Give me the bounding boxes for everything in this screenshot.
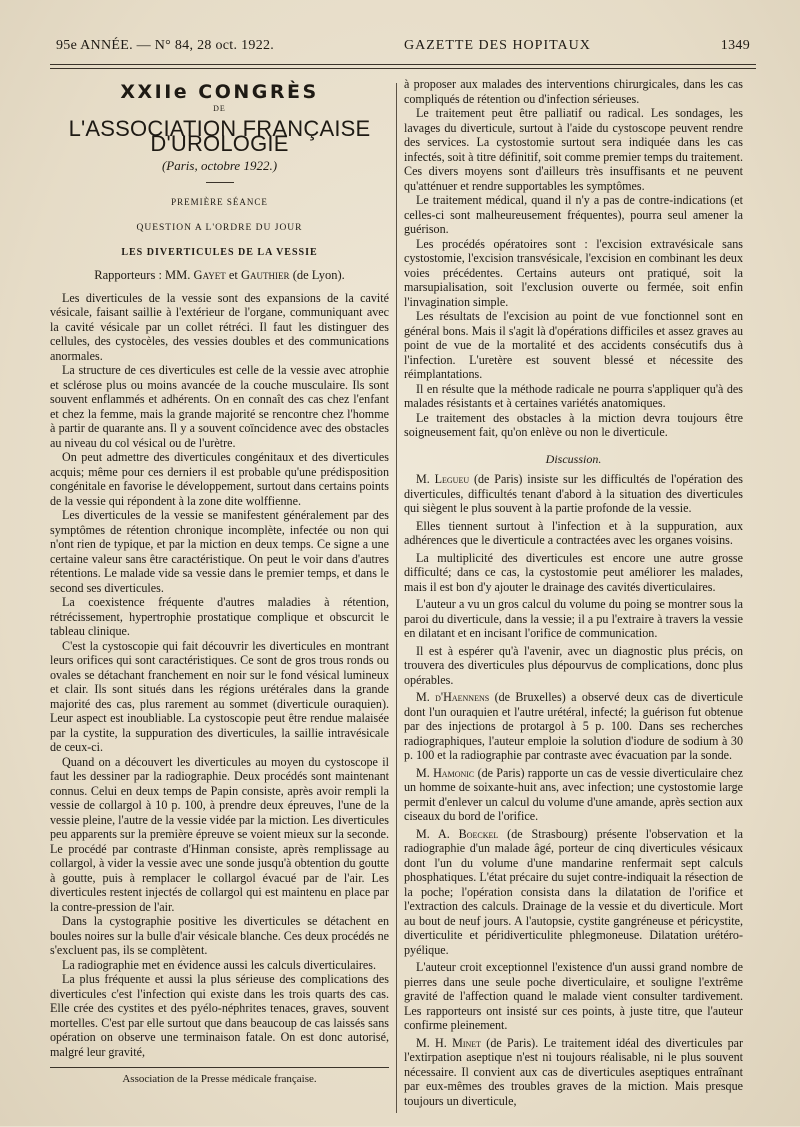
left-column [50,77,396,1127]
paragraph: La structure de ces diverticules est celle de la vessie avec atrophie et sclérose plus ou moins avancée de la couche musculaire. Ils sont souvent enflammés et adhérents. On en connaît des cas chez l'enfant et chez la femme, mais la grande majorité se rencontre chez l'homme à partir de quarante ans. Il y a souvent coïncidence avec des obstacles au niveau du col vésical ou de l'urètre. [50,363,389,450]
discussion-text: Il est à espérer qu'à l'avenir, avec un diagnostic plus précis, on trouvera des diverticules plus dépourvus de complications, donc plus opérables. [404,643,743,687]
discussion-paragraph [404,766,743,824]
discussion-text: L'auteur a vu un gros calcul du volume du poing se montrer sous la paroi du diverticule, dans la vessie; il a pu l'extraire à travers la vessie en dilatant et en incisant l'orifice de communication. [404,597,743,640]
paragraph: La radiographie met en évidence aussi les calculs diverticulaires. [62,957,376,972]
discussion-text: La multiplicité des diverticules est encore une autre grosse difficulté; dans ce cas, la cystostomie peut améliorer les malades, mais il est bon d'y ajouter le drainage des cavités diverticulaires. [404,550,743,594]
speaker-prefix: M. [416,765,430,780]
page-number: 1349 [720,38,750,53]
discussion-text: (de Paris). Le traitement idéal des diverticules par l'extirpation aseptique n'est ni toujours réalisable, ni le plus souvent nécessaire. Il convient aux cas de diverticules aseptiques entraînant par eux-mêmes des troubles graves de la miction. Mais presque toujours un diverticule, [404,1035,744,1108]
paragraph: à proposer aux malades des interventions chirurgicales, dans les cas compliqués de rétention ou d'infection sérieuses. [404,77,743,106]
paragraph: La plus fréquente et aussi la plus sérieuse des complications des diverticules c'est l'infection qui existe dans les trois quarts des cas. Elle crée des cystites et des pyélo-néphrites tenaces, graves, souvent mortelles. C'est par elle surtout que dans beaucoup de cas laissés sans opération on observe une terminaison fatale. On est donc autorisé, malgré leur gravité, [50,972,389,1059]
discussion-paragraph [404,644,743,688]
discussion-text: L'auteur croit exceptionnel l'existence d'un aussi grand nombre de pierres dans une seule poche diverticulaire, et souligne l'extrême gravité de l'affection quand le malade vient consulter tardivement. Les rapporteurs ont insisté sur ces points, à juste titre, que l'auteur confirme pleinement. [404,960,743,1032]
discussion-paragraph [404,597,743,641]
question-heading: QUESTION A L'ORDRE DU JOUR [136,223,303,233]
paragraph: C'est la cystoscopie qui fait découvrir les diverticules en montrant leurs orifices qui sont caractéristiques. Ce sont de gros trous ronds ou ovales se détachant franchement en noir sur le fond vésical lumineux et clair. Ils sont situés dans les régions urétérales dans la grande majorité des cas, plus rarement au sommet (diverticule ouraquien). Leur aspect est inoubliable. La cystoscopie peut être rendue malaisée par la cystite, la suppuration des diverticules, la saillie intravésicale de ceux-ci. [50,638,389,754]
rapporteur-gauthier: Gauthier [241,268,290,282]
article-columns [50,77,756,1127]
paragraph: La coexistence fréquente d'autres maladies à rétention, rétrécissement, hypertrophie prostatique complique et obscurcit le tableau clinique. [50,595,389,638]
paragraph: Quand on a découvert les diverticules au moyen du cystoscope il faut les dessiner par la radiographie. Deux procédés sont maintenant connus. Celui en deux temps de Papin consiste, après avoir rempli la vessie de collargol à 10 p. 100, à prendre deux épreuves, l'une de la vessie pleine, l'autre de la vessie vidée par la miction. Les diverticules peu apparents sur la première épreuve se voient mieux sur la seconde. Le procédé par contraste d'Hinman consiste, après remplissage au collargol, à vider la vessie avec une sonde jusqu'à obtention du goutte à goutte, puis à remplacer le collargol évacué par de l'air. Les diverticules restent injectés de collargol qui est maintenu en place par la contre-pression de l'air. [50,754,390,914]
discussion-paragraph [404,1036,743,1109]
speaker-prefix: M. H. [416,1035,447,1050]
paragraph: Les diverticules de la vessie sont des expansions de la cavité vésicale, faisant saillie à l'extérieur de l'organe, communiquant avec la cavité vésicale par un collet rétréci. Il faut les distinguer des cellules, des cystocèles, des vessies doubles et des communications anormales. [50,290,389,363]
speaker-name: d'Haennens [435,690,490,704]
speaker-prefix: M. [416,472,430,486]
discussion-text: (de Paris) insiste sur les difficultés de l'opération des diverticules, difficultés tenant d'abord à la situation des diverticules qui siègent le plus souvent à la partie profonde de la vessie. [404,472,743,515]
speaker-prefix: M. [416,690,430,704]
paragraph: Il en résulte que la méthode radicale ne pourra s'appliquer qu'à des malades résistants et à certaines variétés anatomiques. [404,381,743,410]
discussion-paragraph [404,472,743,516]
place-date: (Paris, octobre 1922.) [161,158,278,173]
paragraph: Les procédés opératoires sont : l'excision extravésicale sans cystostomie, l'excision transvésicale, l'excision en combinant les deux voies précédentes. Certains auteurs ont pratiqué, soit la marsupialisation, soit l'exclusion ouverte ou fermée, soit enfin l'invagination simple. [404,236,743,309]
discussion-paragraph [404,551,743,595]
header-rule [50,64,756,69]
running-head [50,38,756,54]
congress-de: DE [213,103,226,113]
rapporteur-gayet: Gayet [193,268,226,282]
discussion-paragraph [404,519,743,548]
subject-heading: LES DIVERTICULES DE LA VESSIE [121,246,318,258]
issue-info: 95e ANNÉE. — N° 84, 28 oct. 1922. [56,38,275,53]
speaker-name: Legueu [434,472,470,486]
rapporteurs-suffix: (de Lyon). [292,268,345,282]
discussion-heading: Discussion. [545,451,602,466]
session-heading: PREMIÈRE SÉANCE [171,196,268,207]
rapporteurs-prefix: Rapporteurs : MM. [94,268,191,282]
discussion-text: (de Bruxelles) a observé deux cas de diverticule dont l'un ouraquien et l'autre urétéral, infecté; la guérison fut obtenue par des injections de protargol à 5 p. 100. Dans ses recherches radiographiques, l'auteur emploie la solution d'iodure de sodium à 30 p. 100 et la radiographie par contraste avec évacuation par la sonde. [404,690,743,762]
short-rule [206,182,234,183]
speaker-name: Minet [452,1035,482,1050]
discussion-paragraph [404,960,743,1033]
paragraph: Les diverticules de la vessie se manifestent généralement par des symptômes de rétention chronique incomplète, infectée ou non qui n'ont rien de typique, et par la miction en deux temps. Ce signe a une certaine valeur sans être caractéristique. On peut le voir dans d'autres rétentions. Le malade vide sa vessie dans le premier temps, et dans le second ses diverticules. [50,508,389,595]
footnote-rule [50,1067,389,1068]
paragraph: Dans la cystographie positive les diverticules se détachent en boules noires sur la bulle d'air vésicale blanche. Ces deux procédés ne s'excluent pas, ils se complètent. [50,914,389,957]
discussion-text: (de Strasbourg) présente l'observation et la radiographie d'un malade âgé, porteur de cinq diverticules vésicaux dont l'un du volume d'une mandarine renfermait sept calculs phosphatiques. L'état précaire du sujet contre-indiquait la résection de la poche; l'opération consista dans la dilatation de l'orifice et l'extraction des calculs. Drainage de la vessie et du diverticule. Mort au bout de neuf jours. A l'autopsie, cystite gangréneuse et péricystite, diverticulite et péridiverticulite phlegmoneuse. Dilatation urétéro-pyélique. [404,826,743,957]
speaker-prefix: M. A. [416,826,450,841]
rapporteurs-line [50,268,389,283]
rapporteurs-and: et [228,268,238,282]
footnote: Association de la Presse médicale française. [122,1073,317,1085]
discussion-text: (de Paris) rapporte un cas de vessie diverticulaire chez un homme de soixante-huit ans, avec infection; une cystostomie large permit d'enlever un calcul du volume d'une amande, après section aux ciseaux du bord de l'orifice. [404,765,743,823]
speaker-name: Boeckel [458,826,499,841]
association-title: L'ASSOCIATION FRANÇAISE D'UROLOGIE [68,116,371,156]
speaker-name: Hamonic [433,765,475,780]
paragraph: Le traitement médical, quand il n'y a pas de contre-indications (et celles-ci sont malheureusement fréquentes), pourra seul amener la guérison. [404,193,743,236]
discussion-paragraph [404,827,743,958]
right-column [397,77,743,1127]
paragraph: Le traitement peut être palliatif ou radical. Les sondages, les lavages du diverticule, surtout à l'aide du cystoscope peuvent rendre des services. La cystostomie surtout sera indiquée dans les cas infectés, soit à titre définitif, soit comme premier temps du traitement. Ces divers moyens sont d'ailleurs très insuffisants et ne peuvent qu'atténuer et rendre supportables les symptômes. [404,106,743,193]
journal-title: GAZETTE DES HOPITAUX [404,38,591,53]
discussion-text: Elles tiennent surtout à l'infection et à la suppuration, aux adhérences que le diverticule a contractées avec les organes voisins. [404,518,743,547]
congress-title: XXIIe CONGRÈS [120,81,319,103]
discussion-paragraph [404,690,743,763]
paragraph: Le traitement des obstacles à la miction devra toujours être soigneusement fait, qu'on enlève ou non le diverticule. [404,410,743,439]
paragraph: On peut admettre des diverticules congénitaux et des diverticules acquis; même pour ces derniers il est probable qu'une prédisposition congénitale en favorise le développement, surtout dans certains points de la vessie qui répondent à la zone dite wolffienne. [50,450,389,508]
paragraph: Les résultats de l'excision au point de vue fonctionnel sont en général bons. Mais il s'agit là d'opérations difficiles et assez graves au point de vue de la mortalité et des accidents consécutifs dus à l'infection. L'uretère est souvent blessé et nécessite des réimplantations. [404,309,743,381]
